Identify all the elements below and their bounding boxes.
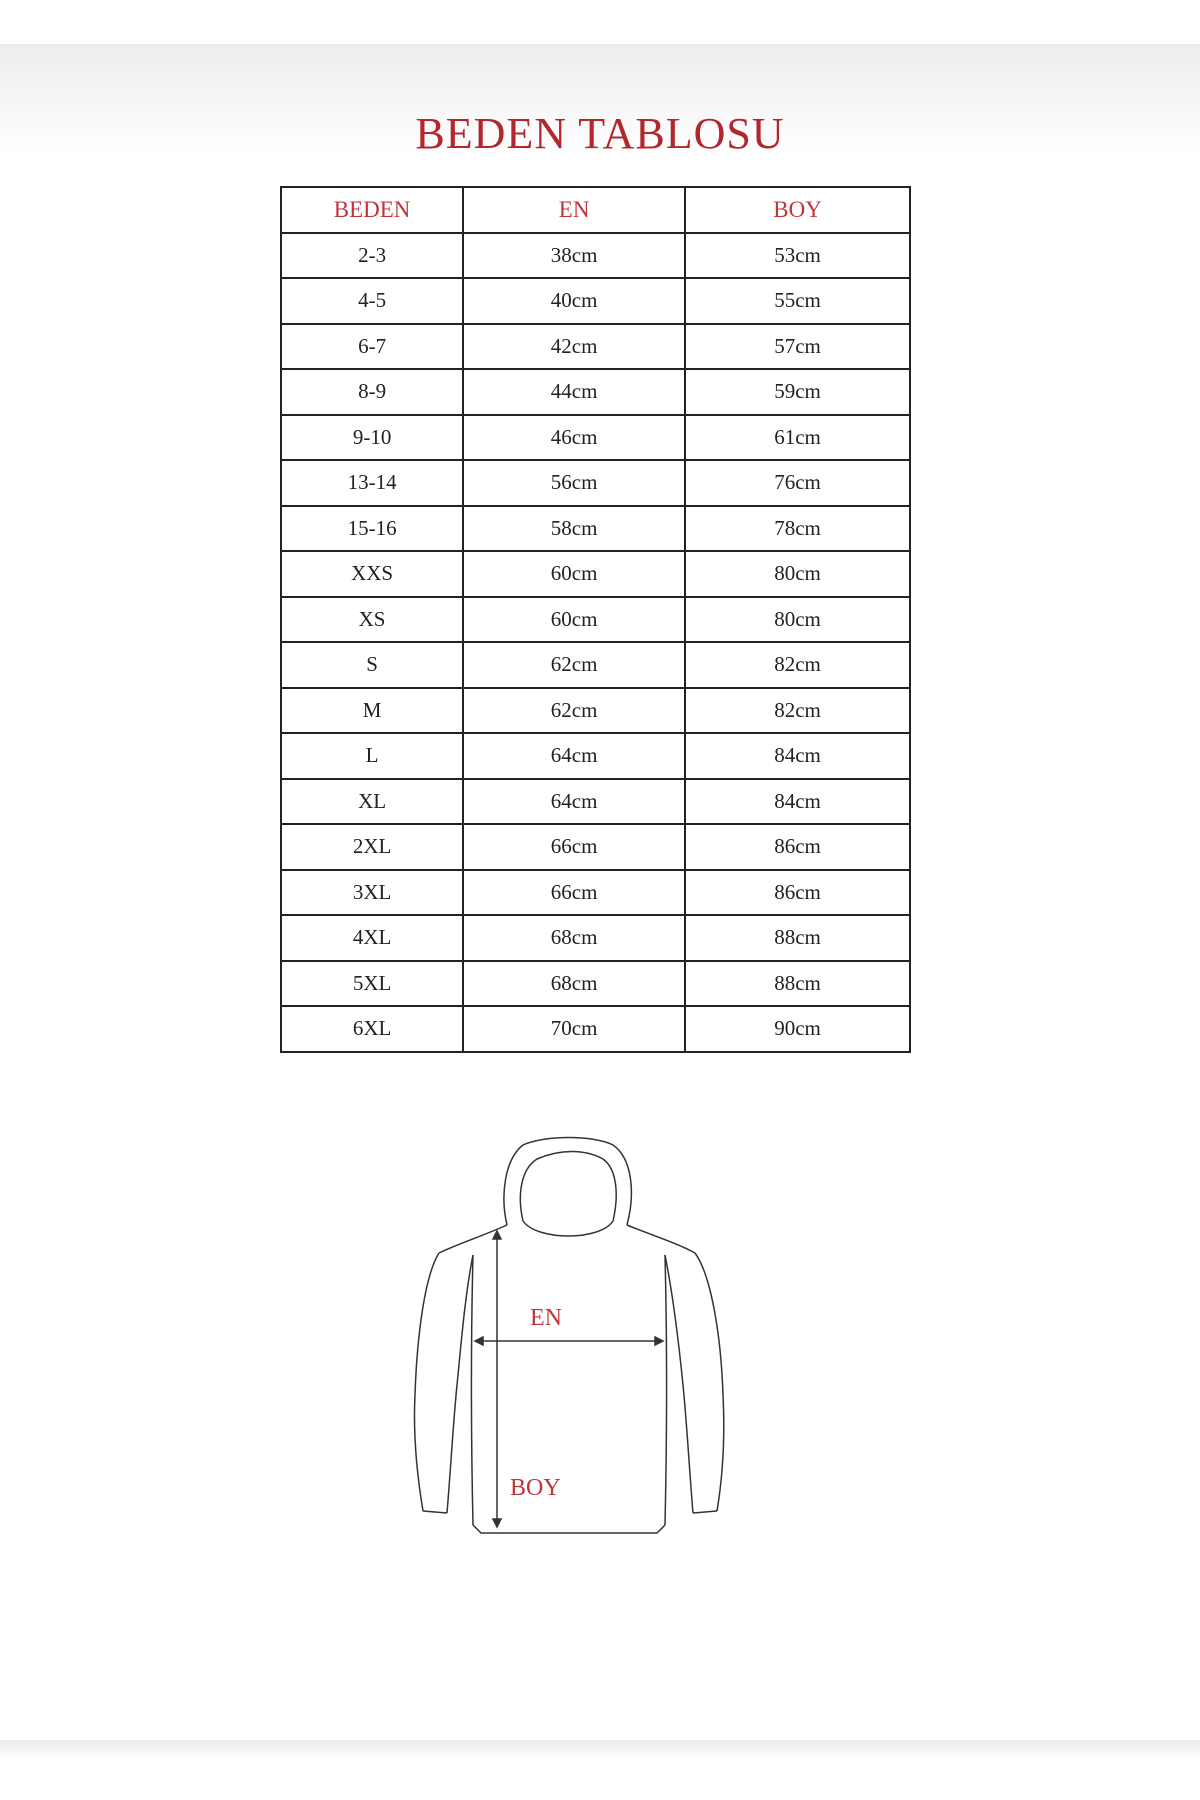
table-row <box>281 506 910 552</box>
right-cuff <box>693 1511 717 1513</box>
table-row <box>281 324 910 370</box>
cell-en: 40cm <box>463 278 685 324</box>
cell-en: 44cm <box>463 369 685 415</box>
cell-boy: 86cm <box>685 870 910 916</box>
table-row <box>281 278 910 324</box>
cell-en: 68cm <box>463 915 685 961</box>
cell-boy: 86cm <box>685 824 910 870</box>
cell-boy: 84cm <box>685 733 910 779</box>
cell-en: 66cm <box>463 824 685 870</box>
right-sleeve-inner <box>665 1255 693 1513</box>
table-row <box>281 824 910 870</box>
cell-en: 58cm <box>463 506 685 552</box>
cell-beden: 4-5 <box>281 278 463 324</box>
table-row <box>281 870 910 916</box>
table-header-row <box>281 187 910 233</box>
cell-beden: 5XL <box>281 961 463 1007</box>
cell-en: 56cm <box>463 460 685 506</box>
header-en: EN <box>463 187 685 233</box>
table-row <box>281 233 910 279</box>
cell-beden: S <box>281 642 463 688</box>
cell-beden: 4XL <box>281 915 463 961</box>
cell-boy: 84cm <box>685 779 910 825</box>
bottom-band <box>0 1740 1200 1760</box>
cell-en: 70cm <box>463 1006 685 1052</box>
cell-beden: 2XL <box>281 824 463 870</box>
table-row <box>281 779 910 825</box>
cell-boy: 55cm <box>685 278 910 324</box>
cell-boy: 90cm <box>685 1006 910 1052</box>
cell-boy: 76cm <box>685 460 910 506</box>
hem <box>473 1525 665 1533</box>
cell-beden: XL <box>281 779 463 825</box>
table-row <box>281 642 910 688</box>
table-row <box>281 915 910 961</box>
page-title: BEDEN TABLOSU <box>415 109 785 158</box>
cell-en: 38cm <box>463 233 685 279</box>
cell-boy: 82cm <box>685 642 910 688</box>
cell-en: 62cm <box>463 642 685 688</box>
table-row <box>281 688 910 734</box>
cell-beden: 6XL <box>281 1006 463 1052</box>
hoodie-outline <box>395 1135 765 1555</box>
en-arrow-left <box>475 1337 483 1345</box>
boy-arrow-top <box>493 1231 501 1239</box>
cell-boy: 82cm <box>685 688 910 734</box>
table-row <box>281 733 910 779</box>
cell-boy: 80cm <box>685 551 910 597</box>
boy-label: BOY <box>510 1475 561 1501</box>
cell-en: 62cm <box>463 688 685 734</box>
header-beden: BEDEN <box>281 187 463 233</box>
table-row <box>281 551 910 597</box>
cell-beden: 13-14 <box>281 460 463 506</box>
right-shoulder <box>627 1225 695 1253</box>
cell-en: 60cm <box>463 597 685 643</box>
cell-en: 60cm <box>463 551 685 597</box>
cell-beden: 8-9 <box>281 369 463 415</box>
left-cuff <box>423 1511 447 1513</box>
table-row <box>281 1006 910 1052</box>
cell-boy: 80cm <box>685 597 910 643</box>
left-sleeve-inner <box>447 1255 473 1513</box>
en-arrow-right <box>655 1337 663 1345</box>
right-sleeve-outer <box>695 1253 724 1511</box>
cell-beden: M <box>281 688 463 734</box>
cell-beden: 6-7 <box>281 324 463 370</box>
cell-boy: 88cm <box>685 961 910 1007</box>
header-boy: BOY <box>685 187 910 233</box>
cell-beden: 2-3 <box>281 233 463 279</box>
left-sleeve-outer <box>414 1253 439 1511</box>
body-left-side <box>472 1255 474 1525</box>
cell-boy: 61cm <box>685 415 910 461</box>
cell-en: 68cm <box>463 961 685 1007</box>
boy-arrow-bottom <box>493 1519 501 1527</box>
cell-beden: XS <box>281 597 463 643</box>
cell-beden: L <box>281 733 463 779</box>
cell-boy: 59cm <box>685 369 910 415</box>
table-body <box>281 233 910 1052</box>
cell-beden: 15-16 <box>281 506 463 552</box>
table-row <box>281 597 910 643</box>
cell-boy: 53cm <box>685 233 910 279</box>
table-row <box>281 961 910 1007</box>
cell-boy: 78cm <box>685 506 910 552</box>
cell-en: 66cm <box>463 870 685 916</box>
cell-en: 64cm <box>463 779 685 825</box>
table-row <box>281 369 910 415</box>
cell-en: 46cm <box>463 415 685 461</box>
en-label: EN <box>530 1305 562 1331</box>
table-row <box>281 460 910 506</box>
hoodie-diagram <box>395 1135 765 1555</box>
cell-en: 42cm <box>463 324 685 370</box>
cell-en: 64cm <box>463 733 685 779</box>
cell-boy: 88cm <box>685 915 910 961</box>
cell-beden: 3XL <box>281 870 463 916</box>
cell-beden: XXS <box>281 551 463 597</box>
table-row <box>281 415 910 461</box>
cell-beden: 9-10 <box>281 415 463 461</box>
cell-boy: 57cm <box>685 324 910 370</box>
hood-inner-shape <box>520 1152 616 1237</box>
body-right-side <box>665 1255 667 1525</box>
size-table <box>280 186 911 1053</box>
